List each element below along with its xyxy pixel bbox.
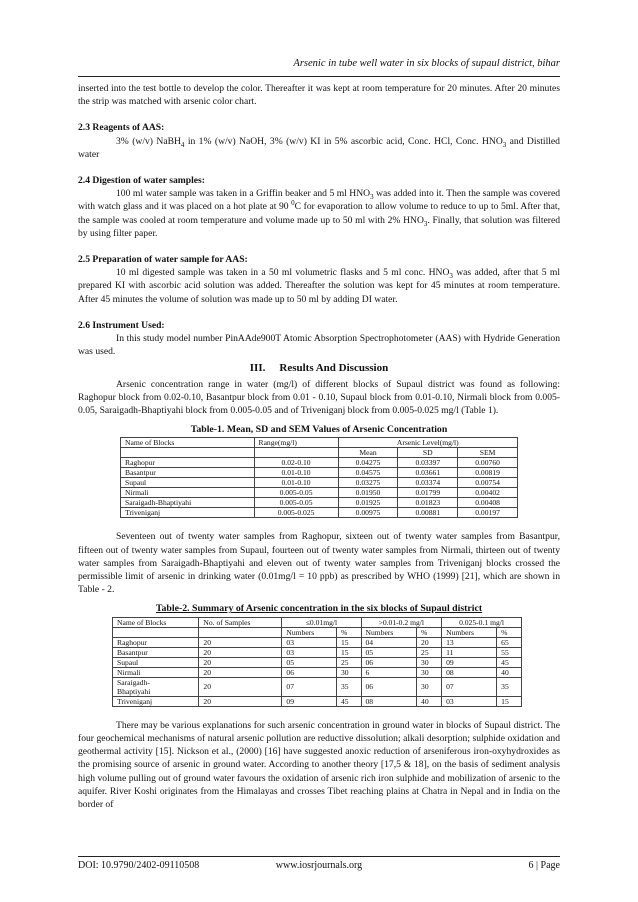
table-row [113,647,522,657]
table-cell: 09 [442,657,497,667]
table-cell: 15 [336,647,361,657]
table-cell: 30 [417,677,442,696]
table-cell: 20 [199,667,282,677]
table-row [121,458,518,468]
table-row [113,677,522,696]
table-row [113,696,522,706]
table-cell: Saraigadh-Bhaptiyahi [121,498,255,508]
table-subheader: Numbers [361,627,417,637]
table-row [113,667,522,677]
table-subheader: Mean [338,448,398,458]
table-cell: 45 [336,696,361,706]
table-row [121,498,518,508]
table-cell: 08 [442,667,497,677]
table-2-caption: Table-2. Summary of Arsenic concentration in the six blocks of Supaul district [155,603,483,615]
table-cell: 40 [417,696,442,706]
table-cell: 35 [497,677,522,696]
table-cell: 0.00975 [338,508,398,518]
table-cell: 30 [417,667,442,677]
table-cell: 0.00760 [458,458,518,468]
table-cell: 04 [361,637,417,647]
table-subheader: Numbers [282,627,337,637]
table-cell: Basantpur [121,468,255,478]
table-cell: 06 [361,677,417,696]
section-2-3-text: 3% (w/v) NaBH$_4$ in 1% (w/v) NaOH, 3% (w/v) KI in 5% ascorbic acid, Conc. HCl, Conc. $HNO_3$ and Distilled water [78,135,560,160]
table-cell: 0.005-0.05 [254,488,338,498]
table-subheader: SEM [458,448,518,458]
table-cell: 0.01950 [338,488,398,498]
table-1 [120,437,518,518]
table-cell: 20 [199,677,282,696]
table-header: Name of Blocks [113,617,199,627]
table-cell: 06 [361,657,417,667]
header-divider [78,76,560,77]
table-1-body [121,458,518,518]
footer-page-number: 6 | Page [528,860,560,871]
table-cell: 0.01823 [398,498,458,508]
table-cell: 15 [497,696,522,706]
table-cell: 0.02-0.10 [254,458,338,468]
results-paragraph-1: Arsenic concentration range in water (mg/l) of different blocks of Supaul district was found as following: Raghopur block from 0.02-0.10, Basantpur block from 0.01 - 0.10, Supaul block from 0.01-0.10, Nirmali block from 0.005-0.05, Saraigadh-Bhaptiyahi block from 0.005-0.05 and of Triveniganj block from 0.005-0.025 mg/l (Table 1). [78,378,560,417]
table-cell: 07 [282,677,337,696]
table-subheader: % [336,627,361,637]
section-2-4-text: 100 ml water sample was taken in a Griffin beaker and 5 ml $HNO_3$ was added into it. Then the sample was covered with watch glass and it was placed on a hot plate at 90 $^0$C for evaporation to allow volume to reduce to up to 5ml. After that, the sample was cooled at room temperature and volume made up to 50 ml with 2% $HNO_3$. Finally, that solution was filtered by using filter paper. [78,188,561,239]
results-paragraph-2: Seventeen out of twenty water samples from Raghopur, sixteen out of twenty water samples from Basantpur, fifteen out of twenty water samples from Supaul, fourteen out of twenty water samples from Nirmali, thirteen out of twenty water samples from Saraigadh-Bhaptiyahi and eleven out of twenty water samples from Triveniganj blocks crossed the permissible limit of arsenic in drinking water (0.01mg/l = 10 ppb) as prescribed by WHO (1999) [21], which are shown in Table - 2. [78,531,560,596]
table-cell: Triveniganj [113,696,199,706]
table-cell: 30 [336,667,361,677]
table-cell: 45 [497,657,522,667]
table-cell: 03 [282,637,337,647]
table-cell: 0.00408 [458,498,518,508]
table-cell: 0.04275 [338,458,398,468]
results-paragraph-3: There may be various explanations for such arsenic concentration in ground water in blocks of Supaul district. The four geochemical mechanisms of natural arsenic pollution are reductive dissolution; alkali desorption; sulphide oxidation and geothermal activity [15]. Nickson et al., (2000) [16] have suggested anoxic reduction of arseniferous iron-oxyhydroxides as the promising source of arsenic in ground water. According to another theory [17,5 & 18], on the basis of sediment analysis high volume pulling out of ground water favours the oxidation of arsenic rich iron sulphide and mobilization of arsenic to the aquifer. River Koshi originates from the Himalayas and crosses Tibet reaching plains at Chatra in Nepal and in India on the border of [78,719,560,810]
table-cell: Supaul [113,657,199,667]
section-2-4-heading: 2.4 Digestion of water samples: [78,175,205,187]
table-cell: 0.00197 [458,508,518,518]
table-cell: Raghopur [121,458,255,468]
table-cell: 05 [361,647,417,657]
table-cell: 0.005-0.025 [254,508,338,518]
table-header: No. of Samples [199,617,282,627]
table-cell: 20 [199,647,282,657]
table-cell: Supaul [121,478,255,488]
table-header: 0.025-0.1 mg/l [442,617,522,627]
table-cell: 20 [199,696,282,706]
table-cell: 20 [417,637,442,647]
table-cell: 30 [417,657,442,667]
table-row [121,468,518,478]
table-cell: Triveniganj [121,508,255,518]
table-1-caption: Table-1. Mean, SD and SEM Values of Arsenic Concentration [190,424,448,436]
table-cell: 0.03275 [338,478,398,488]
table-cell [199,627,282,637]
table-subheader: % [417,627,442,637]
table-cell: 05 [282,657,337,667]
table-cell: Nirmali [121,488,255,498]
footer-doi: DOI: 10.9790/2402-09110508 [78,860,200,871]
table-header: >0.01-0.2 mg/l [361,617,442,627]
table-cell: 6 [361,667,417,677]
section-2-6-text: In this study model number PinAAde900T Atomic Absorption Spectrophotometer (AAS) with Hydride Generation was used. [78,333,560,358]
table-cell: 07 [442,677,497,696]
table-cell: 06 [282,667,337,677]
section-3-title: III. Results And Discussion [249,362,389,375]
footer-website-link[interactable]: www.iosrjournals.org [275,860,363,871]
table-cell: 0.005-0.05 [254,498,338,508]
table-2-body [113,637,522,706]
table-cell: 20 [199,637,282,647]
footer-divider [78,856,560,857]
table-cell: 0.01-0.10 [254,478,338,488]
table-cell: Saraigadh- Bhaptiyahi [113,677,199,696]
table-cell: Raghopur [113,637,199,647]
table-row [121,508,518,518]
table-header: Range(mg/l) [254,438,338,448]
table-cell: 20 [199,657,282,667]
table-cell: 03 [282,647,337,657]
table-header: Arsenic Level(mg/l) [338,438,517,448]
table-cell: 0.00819 [458,468,518,478]
table-cell: Nirmali [113,667,199,677]
table-cell: 11 [442,647,497,657]
table-cell: 09 [282,696,337,706]
table-subheader: % [497,627,522,637]
table-cell: 35 [336,677,361,696]
table-cell: 0.04575 [338,468,398,478]
table-cell: 08 [361,696,417,706]
table-row [113,657,522,667]
table-cell: 0.03661 [398,468,458,478]
table-2 [112,617,522,707]
table-cell: 15 [336,637,361,647]
table-header: ≤0.01mg/l [282,617,361,627]
table-row [121,488,518,498]
table-cell: 0.03374 [398,478,458,488]
section-2-3-heading: 2.3 Reagents of AAS: [78,122,165,134]
table-cell: 0.01-0.10 [254,468,338,478]
table-cell: 0.01925 [338,498,398,508]
table-cell: 65 [497,637,522,647]
table-cell: 25 [336,657,361,667]
section-2-6-heading: 2.6 Instrument Used: [78,319,165,331]
table-row [113,637,522,647]
table-cell: 25 [417,647,442,657]
table-header: Name of Blocks [121,438,255,448]
section-2-5-text: 10 ml digested sample was taken in a 50 ml volumetric flasks and 5 ml conc. $HNO_3$ was added, after that 5 ml prepared KI with ascorbic acid solution was added. Thereafter the solution was kept for 45 minutes at room temperature. After 45 minutes the volume of solution was made up to 50 ml by adding DI water. [78,267,560,305]
table-subheader: Numbers [442,627,497,637]
table-cell [254,448,338,458]
table-cell: 40 [497,667,522,677]
table-subheader: SD [398,448,458,458]
article-body [78,82,560,811]
intro-paragraph: inserted into the test bottle to develop the color. Thereafter it was kept at room temperature for 20 minutes. After 20 minutes the strip was matched with arsenic color chart. [78,83,560,108]
table-cell: 55 [497,647,522,657]
section-2-5-heading: 2.5 Preparation of water sample for AAS: [78,254,248,266]
table-cell [121,448,255,458]
table-cell [113,627,199,637]
table-cell: Basantpur [113,647,199,657]
table-cell: 0.01799 [398,488,458,498]
table-cell: 13 [442,637,497,647]
table-cell: 0.03397 [398,458,458,468]
running-header: Arsenic in tube well water in six blocks of supaul district, bihar [293,58,560,69]
table-cell: 0.00754 [458,478,518,488]
table-cell: 03 [442,696,497,706]
table-row [121,478,518,488]
table-cell: 0.00402 [458,488,518,498]
table-cell: 0.00881 [398,508,458,518]
